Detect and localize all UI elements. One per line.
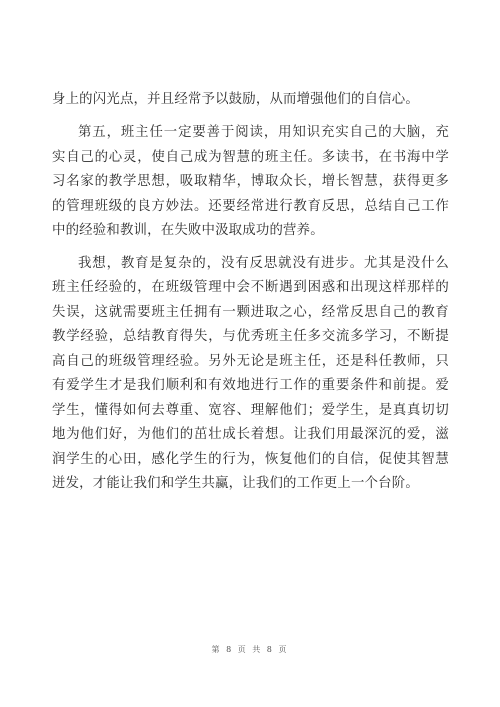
paragraph-3-line-1: 我想，教育是复杂的，没有反思就没有进步。尤其是没什么 [78, 256, 449, 271]
paragraph-2-line-2: 实自己的心灵，使自己成为智慧的班主任。多读书，在书海中学 [52, 150, 449, 165]
paragraph-3-line-10: 迸发，才能让我们和学生共赢，让我们的工作更上一个台阶。 [52, 476, 419, 491]
paragraph-3-line-5: 高自己的班级管理经验。另外无论是班主任，还是科任教师，只 [52, 354, 449, 369]
paragraph-2-line-4: 的管理班级的良方妙法。还要经常进行教育反思，总结自己工作 [52, 199, 449, 214]
paragraph-3-line-9: 润学生的心田，感化学生的行为，恢复他们的自信，促使其智慧 [52, 452, 449, 467]
paragraph-3-line-3: 失误，这就需要班主任拥有一颗进取之心，经常反思自己的教育 [52, 305, 449, 320]
paragraph-3-line-6: 有爱学生才是我们顺利和有效地进行工作的重要条件和前提。爱 [52, 378, 449, 393]
paragraph-2-line-1: 第五，班主任一定要善于阅读，用知识充实自己的大脑，充 [78, 125, 449, 140]
page-number-footer: 第 8 页 共 8 页 [211, 645, 289, 654]
paragraph-3-line-7: 学生，懂得如何去尊重、宽容、理解他们；爱学生，是真真切切 [52, 403, 449, 418]
paragraph-2-line-3: 习名家的教学思想，吸取精华，博取众长，增长智慧，获得更多 [52, 174, 449, 189]
paragraph-3-line-8: 地为他们好，为他们的茁壮成长着想。让我们用最深沉的爱，滋 [52, 427, 449, 442]
paragraph-2-line-5: 中的经验和教训，在失败中汲取成功的营养。 [52, 223, 324, 238]
paragraph-3-line-4: 教学经验，总结教育得失，与优秀班主任多交流多学习，不断提 [52, 329, 449, 344]
paragraph-3-line-2: 班主任经验的，在班级管理中会不断遇到困惑和出现这样那样的 [52, 280, 449, 295]
paragraph-1-line-1: 身上的闪光点，并且经常予以鼓励，从而增强他们的自信心。 [52, 92, 419, 107]
